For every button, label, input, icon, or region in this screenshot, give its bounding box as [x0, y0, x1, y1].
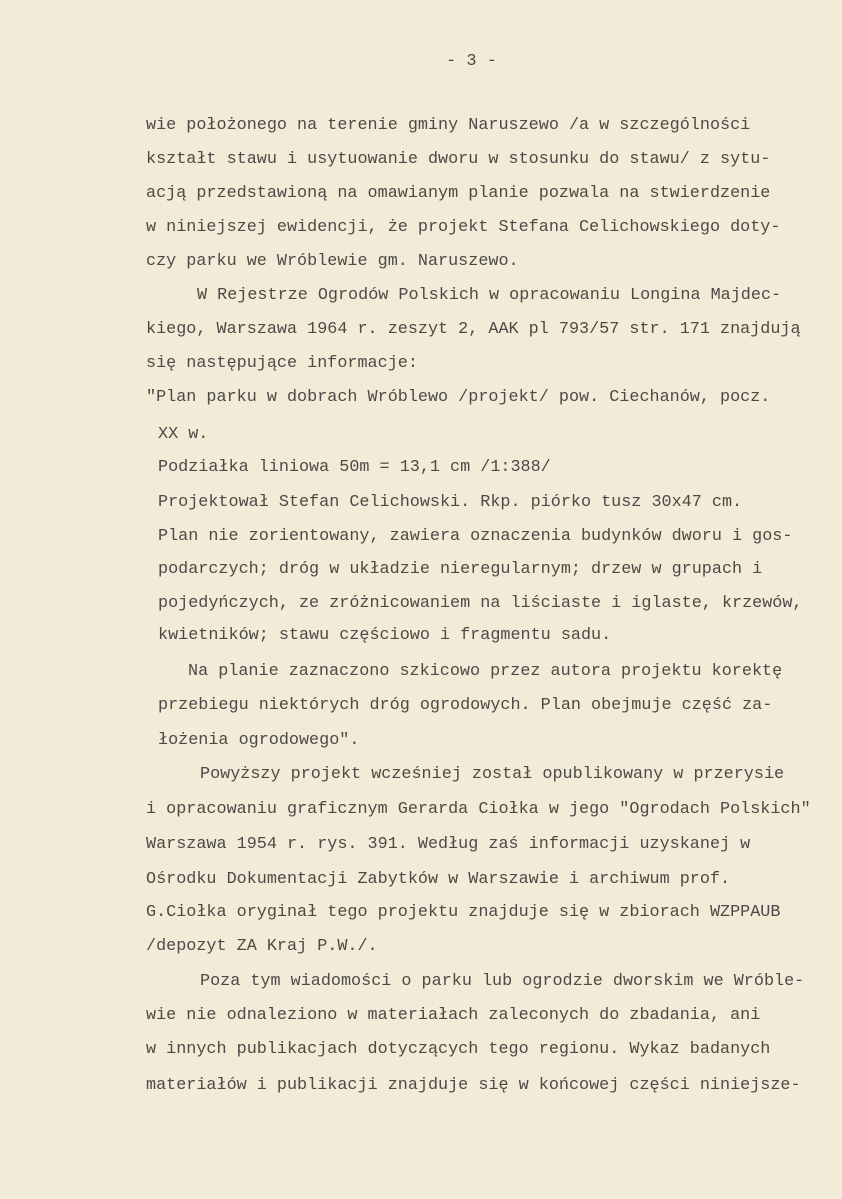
text-line: kiego, Warszawa 1964 r. zeszyt 2, AAK pl 793/57 str. 171 znajdują — [146, 320, 801, 339]
text-line: pojedyńczych, ze zróżnicowaniem na liściaste i iglaste, krzewów, — [158, 594, 803, 613]
text-line: i opracowaniu graficznym Gerarda Ciołka w jego "Ogrodach Polskich" — [146, 800, 811, 819]
text-line: W Rejestrze Ogrodów Polskich w opracowaniu Longina Majdec- — [197, 286, 782, 305]
text-line: "Plan parku w dobrach Wróblewo /projekt/ pow. Ciechanów, pocz. — [146, 388, 771, 407]
text-line: w niniejszej ewidencji, że projekt Stefana Celichowskiego doty- — [146, 218, 781, 237]
text-line: się następujące informacje: — [146, 354, 418, 373]
text-line: G.Ciołka oryginał tego projektu znajduje się w zbiorach WZPPAUB — [146, 903, 781, 922]
text-line: materiałów i publikacji znajduje się w końcowej części niniejsze- — [146, 1076, 801, 1095]
text-line: w innych publikacjach dotyczących tego regionu. Wykaz badanych — [146, 1040, 771, 1059]
text-line: kształt stawu i usytuowanie dworu w stosunku do stawu/ z sytu- — [146, 150, 771, 169]
text-line: Ośrodku Dokumentacji Zabytków w Warszawie i archiwum prof. — [146, 870, 731, 889]
text-line: Poza tym wiadomości o parku lub ogrodzie dworskim we Wróble- — [200, 972, 805, 991]
text-line: Warszawa 1954 r. rys. 391. Według zaś informacji uzyskanej w — [146, 835, 751, 854]
text-line: /depozyt ZA Kraj P.W./. — [146, 937, 378, 956]
text-line: Na planie zaznaczono szkicowo przez autora projektu korektę — [188, 662, 783, 681]
text-line: Powyższy projekt wcześniej został opublikowany w przerysie — [200, 765, 785, 784]
text-line: Projektował Stefan Celichowski. Rkp. piórko tusz 30x47 cm. — [158, 493, 743, 512]
text-line: Podziałka liniowa 50m = 13,1 cm /1:388/ — [158, 458, 551, 477]
text-line: podarczych; dróg w układzie nieregularnym; drzew w grupach i — [158, 560, 763, 579]
text-line: łożenia ogrodowego". — [158, 731, 360, 750]
page-number: - 3 - — [446, 52, 498, 71]
text-line: Plan nie zorientowany, zawiera oznaczenia budynków dworu i gos- — [158, 527, 793, 546]
text-line: wie położonego na terenie gminy Naruszewo /a w szczególności — [146, 116, 751, 135]
text-line: XX w. — [158, 425, 209, 444]
text-line: wie nie odnaleziono w materiałach zaleconych do zbadania, ani — [146, 1006, 761, 1025]
text-line: czy parku we Wróblewie gm. Naruszewo. — [146, 252, 519, 271]
text-line: kwietników; stawu częściowo i fragmentu sadu. — [158, 626, 612, 645]
text-line: przebiegu niektórych dróg ogrodowych. Plan obejmuje część za- — [158, 696, 773, 715]
text-line: acją przedstawioną na omawianym planie pozwala na stwierdzenie — [146, 184, 771, 203]
